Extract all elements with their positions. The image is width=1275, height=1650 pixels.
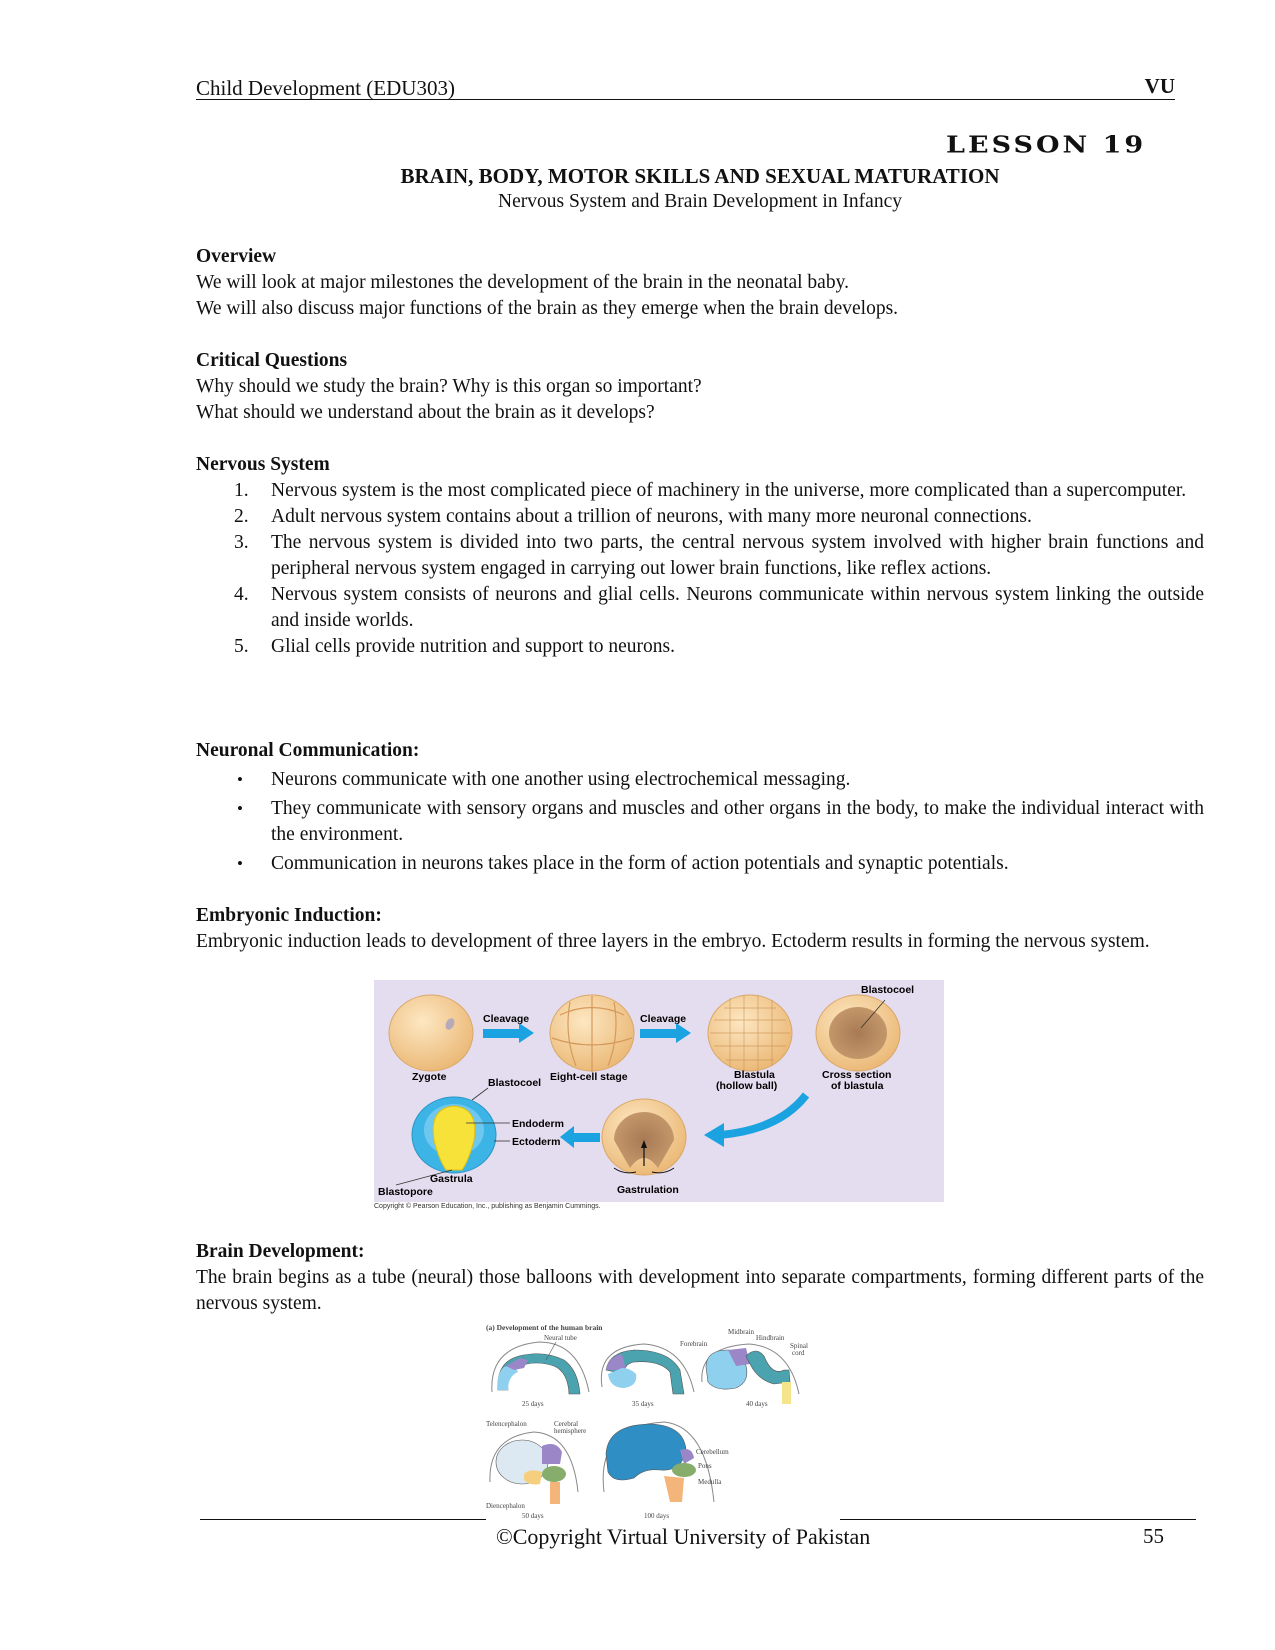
bullet-text: They communicate with sensory organs and muscles and other organs in the body, to make the individual interact with the environment. — [271, 798, 1204, 845]
svg-text:50 days: 50 days — [522, 1512, 544, 1520]
brain-development-heading: Brain Development: — [196, 1241, 365, 1262]
svg-text:Forebrain: Forebrain — [680, 1340, 708, 1348]
svg-text:Blastocoel: Blastocoel — [861, 984, 915, 996]
svg-text:Gastrula: Gastrula — [430, 1173, 473, 1185]
svg-text:Ectoderm: Ectoderm — [512, 1136, 561, 1148]
list-item — [196, 478, 1204, 504]
overview-heading: Overview — [196, 246, 277, 267]
list-item — [196, 634, 1204, 660]
nervous-system-list — [196, 478, 1204, 660]
brain-development-section — [196, 1239, 1204, 1317]
lesson-title: BRAIN, BODY, MOTOR SKILLS AND SEXUAL MATURATION — [400, 164, 1000, 188]
svg-text:Cerebral: Cerebral — [554, 1420, 579, 1428]
list-text: The nervous system is divided into two parts, the central nervous system involved with higher brain functions and peripheral nervous system engaged in carrying out lower brain functions, like reflex actions. — [271, 532, 1204, 579]
svg-text:(a) Development of the human: (a) Development of the human brain — [486, 1323, 603, 1332]
svg-text:40 days: 40 days — [746, 1400, 768, 1408]
bullet-text: Neurons communicate with one another using electrochemical messaging. — [271, 769, 851, 790]
critical-question-1: Why should we study the brain? Why is this organ so important? — [196, 376, 702, 397]
svg-text:Cleavage: Cleavage — [483, 1013, 530, 1025]
zygote-shape — [389, 995, 473, 1071]
header-rule — [196, 99, 1175, 100]
svg-text:Medulla: Medulla — [698, 1478, 722, 1486]
svg-text:hemisphere: hemisphere — [554, 1427, 587, 1435]
list-text: Nervous system consists of neurons and glial cells. Neurons communicate within nervous system linking the outside and inside worlds. — [271, 584, 1204, 631]
list-text: Nervous system is the most complicated piece of machinery in the universe, more complicated than a supercomputer. — [271, 480, 1187, 501]
svg-text:Gastrulation: Gastrulation — [617, 1184, 679, 1196]
brain-diagram — [484, 1322, 844, 1522]
svg-text:Spinal: Spinal — [790, 1342, 808, 1350]
running-header-institution: VU — [1144, 74, 1175, 98]
svg-text:Cerebellum: Cerebellum — [696, 1448, 729, 1456]
nervous-system-heading: Nervous System — [196, 454, 330, 475]
svg-text:Cross section: Cross section — [822, 1069, 892, 1081]
svg-text:Zygote: Zygote — [412, 1071, 447, 1083]
svg-text:cord: cord — [792, 1349, 805, 1357]
list-item — [196, 582, 1204, 634]
svg-text:35 days: 35 days — [632, 1400, 654, 1408]
overview-line-2: We will also discuss major functions of the brain as they emerge when the brain develops. — [196, 298, 899, 319]
embryo-development-figure — [374, 980, 944, 1202]
list-number: 2. — [234, 506, 249, 527]
lesson-number: LESSON 19 — [946, 132, 1147, 159]
neuronal-communication-heading: Neuronal Communication: — [196, 740, 420, 761]
svg-text:Hindbrain: Hindbrain — [756, 1334, 785, 1342]
svg-text:Telencephalon: Telencephalon — [486, 1420, 527, 1428]
embryonic-induction-heading: Embryonic Induction: — [196, 905, 382, 926]
svg-text:Endoderm: Endoderm — [512, 1118, 564, 1130]
neuronal-communication-list — [196, 767, 1204, 877]
brain-development-figure — [484, 1322, 844, 1522]
bullet-item — [196, 851, 1204, 877]
nervous-system-section — [196, 452, 1204, 660]
brain-development-text: The brain begins as a tube (neural) those balloons with development into separate compartments, forming different parts of the nervous system. — [196, 1267, 1204, 1314]
list-number: 5. — [234, 636, 249, 657]
list-number: 1. — [234, 480, 249, 501]
bullet-item — [196, 796, 1204, 848]
page-number: 55 — [1143, 1524, 1164, 1548]
footer-copyright: ©Copyright Virtual University of Pakistan — [496, 1524, 871, 1549]
svg-text:Diencephalon: Diencephalon — [486, 1502, 525, 1510]
lesson-subtitle: Nervous System and Brain Development in Infancy — [498, 191, 902, 212]
critical-question-2: What should we understand about the brain as it develops? — [196, 402, 655, 423]
svg-text:Pons: Pons — [698, 1462, 712, 1470]
bullet-text: Communication in neurons takes place in the form of action potentials and synaptic potentials. — [271, 853, 1009, 874]
list-item — [196, 530, 1204, 582]
bullet-icon: • — [237, 854, 243, 873]
svg-text:Neural tube: Neural tube — [544, 1334, 577, 1342]
list-number: 4. — [234, 584, 249, 605]
critical-questions-heading: Critical Questions — [196, 350, 348, 371]
embryonic-induction-text: Embryonic induction leads to development of three layers in the embryo. Ectoderm results in forming the nervous system. — [196, 931, 1150, 952]
svg-text:Midbrain: Midbrain — [728, 1328, 755, 1336]
svg-text:Eight-cell stage: Eight-cell stage — [550, 1071, 628, 1083]
list-number: 3. — [234, 532, 249, 553]
list-text: Adult nervous system contains about a trillion of neurons, with many more neuronal connections. — [271, 506, 1032, 527]
embryonic-induction-section — [196, 903, 1204, 955]
overview-line-1: We will look at major milestones the development of the brain in the neonatal baby. — [196, 272, 849, 293]
svg-text:100 days: 100 days — [644, 1512, 670, 1520]
svg-text:Cleavage: Cleavage — [640, 1013, 687, 1025]
bullet-icon: • — [237, 770, 243, 789]
list-item — [196, 504, 1204, 530]
running-header-course: Child Development (EDU303) — [196, 76, 455, 100]
svg-text:25 days: 25 days — [522, 1400, 544, 1408]
svg-text:Blastocoel: Blastocoel — [488, 1077, 542, 1089]
critical-questions-section — [196, 348, 1204, 426]
svg-text:(hollow ball): (hollow ball) — [716, 1080, 778, 1092]
svg-text:Blastopore: Blastopore — [378, 1186, 433, 1198]
bullet-icon: • — [237, 799, 243, 818]
footer-rule-left — [200, 1519, 486, 1520]
overview-section — [196, 244, 1204, 322]
svg-text:of blastula: of blastula — [831, 1080, 884, 1092]
list-text: Glial cells provide nutrition and support to neurons. — [271, 636, 676, 657]
neuronal-communication-section — [196, 738, 1204, 880]
svg-text:Blastula: Blastula — [734, 1069, 775, 1081]
footer-rule-right — [840, 1519, 1196, 1520]
embryo-diagram — [374, 980, 944, 1202]
figure-copyright: Copyright © Pearson Education, Inc., publishing as Benjamin Cummings. — [374, 1203, 601, 1210]
bullet-item — [196, 767, 1204, 793]
